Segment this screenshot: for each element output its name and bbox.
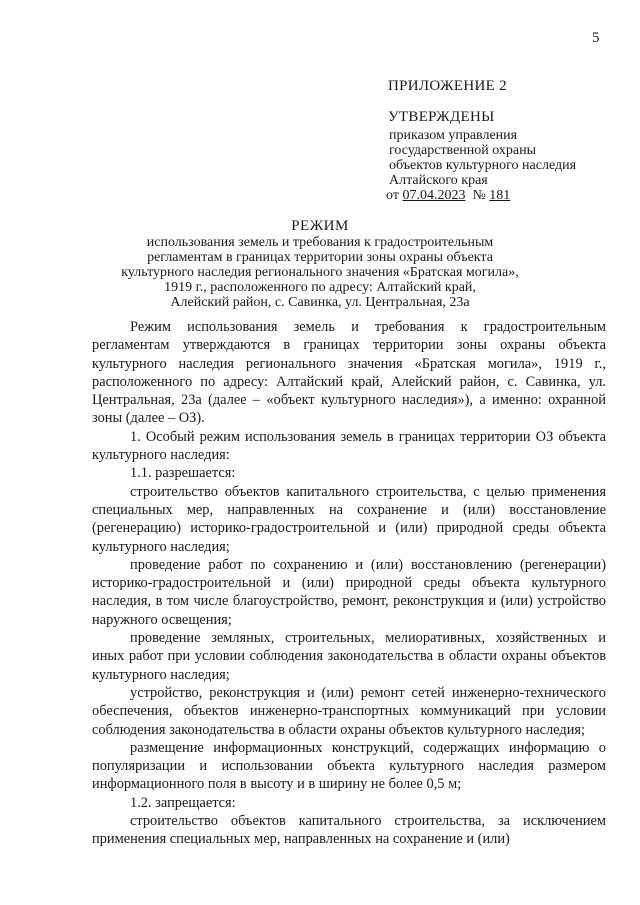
page-number: 5: [592, 30, 600, 46]
body-paragraph: устройство, реконструкция и (или) ремонт сетей инженерно-технического обеспечения, объектов инженерно-транспортных коммуникаций при условии соблюдения законодательства в области охраны объектов культурного наследия;: [92, 684, 606, 738]
body-paragraph: 1.2. запрещается:: [130, 794, 236, 811]
body-paragraph: размещение информационных конструкций, содержащих информацию о популяризации и использовании объекта культурного наследия размером информационного поля в высоту и в ширину не более 0,5 м;: [92, 739, 606, 793]
approval-line: объектов культурного наследия: [389, 158, 577, 173]
approval-line: государственной охраны: [389, 143, 537, 158]
body-paragraph: 1.1. разрешается:: [130, 465, 236, 482]
document-body: [92, 318, 606, 849]
document-subtitle: [100, 235, 540, 310]
body-paragraph: 1. Особый режим использования земель в границах территории ОЗ объекта культурного наследия:: [92, 428, 606, 464]
approval-title: УТВЕРЖДЕНЫ: [388, 109, 495, 125]
approval-block: [388, 110, 576, 203]
order-line: [385, 188, 576, 203]
body-paragraph: строительство объектов капитального строительства, за исключением применения специальных мер, направленных на сохранение и (или): [92, 813, 606, 848]
subtitle-line: Алейский район, с. Савинка, ул. Центральная, 23а: [170, 295, 470, 310]
order-prefix: от: [386, 188, 403, 203]
subtitle-line: использования земель и требования к градостроительным: [146, 235, 494, 250]
subtitle-line: культурного наследия регионального значения «Братская могила»,: [121, 265, 519, 280]
subtitle-line: регламентам в границах территории зоны охраны объекта: [147, 250, 493, 265]
order-date: 07.04.2023: [402, 188, 466, 203]
document-title: РЕЖИМ: [291, 218, 349, 234]
order-number: 181: [489, 188, 511, 203]
order-separator: №: [465, 188, 490, 203]
subtitle-line: 1919 г., расположенного по адресу: Алтайский край,: [164, 280, 476, 295]
body-paragraph: Режим использования земель и требования к градостроительным регламентам утверждаются в границах территории зоны охраны объекта культурного наследия регионального значения «Братская могила», 1919 г., расположенного по адресу: Алтайский край, Алейский район, с. Савинка, ул. Центральная, 23а (далее – «объект культурного наследия»), а именно: охранной зоны (далее – ОЗ).: [92, 319, 606, 427]
body-paragraph: проведение земляных, строительных, мелиоративных, хозяйственных и иных работ при условии соблюдения законодательства в области охраны объектов культурного наследия;: [92, 630, 606, 683]
approval-line: приказом управления: [389, 128, 518, 143]
approval-line: Алтайского края: [389, 173, 488, 188]
annex-heading: ПРИЛОЖЕНИЕ 2: [388, 78, 507, 94]
body-paragraph: строительство объектов капитального строительства, с целью применения специальных мер, направленных на сохранение и (или) восстановление (регенерацию) историко-градостроительной и (или) природной среды объекта культурного наследия;: [92, 483, 606, 555]
body-paragraph: проведение работ по сохранению и (или) восстановлению (регенерации) историко-градостроительной и (или) природной среды объекта культурного наследия, в том числе благоустройство, ремонт, реконструкция и (или) устройство наружного освещения;: [92, 556, 606, 628]
